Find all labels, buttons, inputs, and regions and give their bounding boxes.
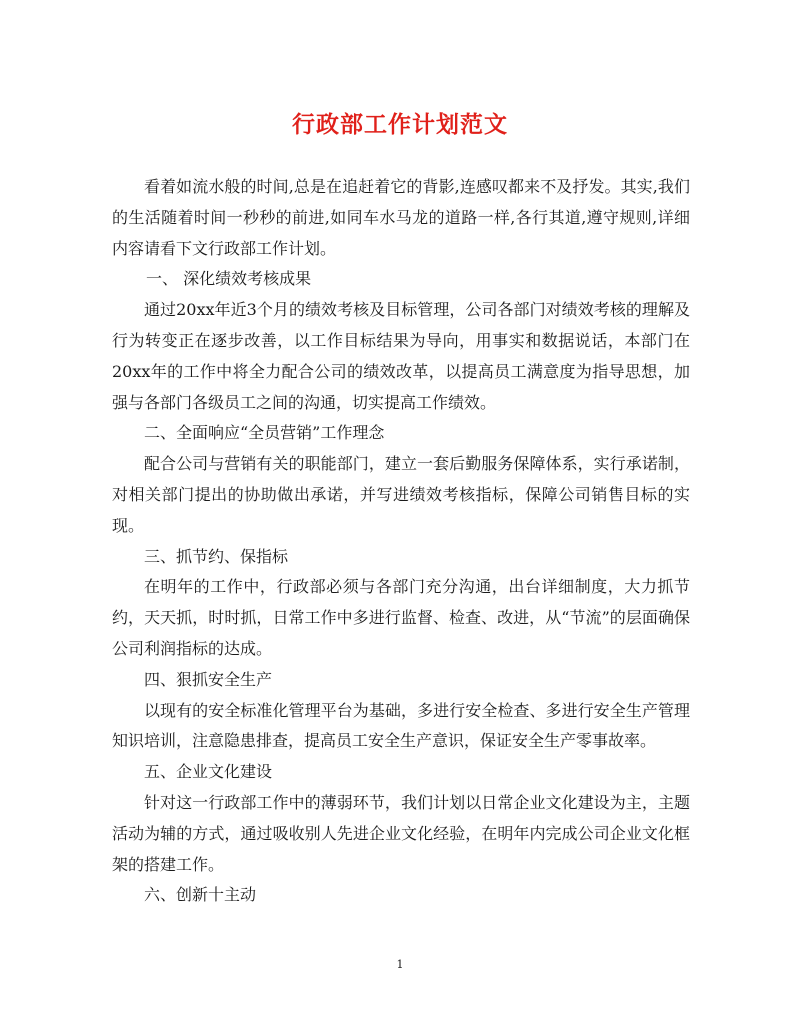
section-body-4: 以现有的安全标准化管理平台为基础，多进行安全检查、多进行安全生产管理知识培训，注意隐患排查，提高员工安全生产意识，保证安全生产零事故率。 (112, 700, 690, 751)
intro-paragraph: 看着如流水般的时间,总是在追赶着它的背影,连感叹都来不及抒发。其实,我们的生活随着时间一秒秒的前进,如同车水马龙的道路一样,各行其道,遵守规则,详细内容请看下文行政部工作计划。 (112, 177, 690, 258)
section-body-2: 配合公司与营销有关的职能部门，建立一套后勤服务保障体系，实行承诺制，对相关部门提出的协助做出承诺，并写进绩效考核指标，保障公司销售目标的实现。 (112, 454, 690, 535)
section-heading-5: 五、企业文化建设 (144, 762, 273, 782)
section-heading-4: 四、狠抓安全生产 (144, 669, 273, 689)
section-body-3: 在明年的工作中，行政部必须与各部门充分沟通，出台详细制度，大力抓节约，天天抓，时时抓，日常工作中多进行监督、检查、改进，从“节流”的层面确保公司利润指标的达成。 (112, 577, 690, 658)
document-title: 行政部工作计划范文 (292, 111, 508, 138)
section-heading-3: 三、抓节约、保指标 (144, 546, 289, 566)
section-body-1: 通过20xx年近3个月的绩效考核及目标管理，公司各部门对绩效考核的理解及行为转变正在逐步改善，以工作目标结果为导向，用事实和数据说话，本部门在20xx年的工作中将全力配合公司的绩效改革，以提高员工满意度为指导思想，加强与各部门各级员工之间的沟通，切实提高工作绩效。 (112, 300, 690, 412)
section-body-5: 针对这一行政部工作中的薄弱环节，我们计划以日常企业文化建设为主，主题活动为辅的方式，通过吸收别人先进企业文化经验，在明年内完成公司企业文化框架的搭建工作。 (112, 792, 690, 874)
document-body (112, 172, 690, 911)
section-heading-1: 一、 深化绩效考核成果 (146, 269, 312, 289)
section-heading-6: 六、创新十主动 (144, 885, 257, 905)
section-heading-2: 二、全面响应“全员营销”工作理念 (144, 423, 385, 443)
page-number: 1 (396, 958, 404, 971)
